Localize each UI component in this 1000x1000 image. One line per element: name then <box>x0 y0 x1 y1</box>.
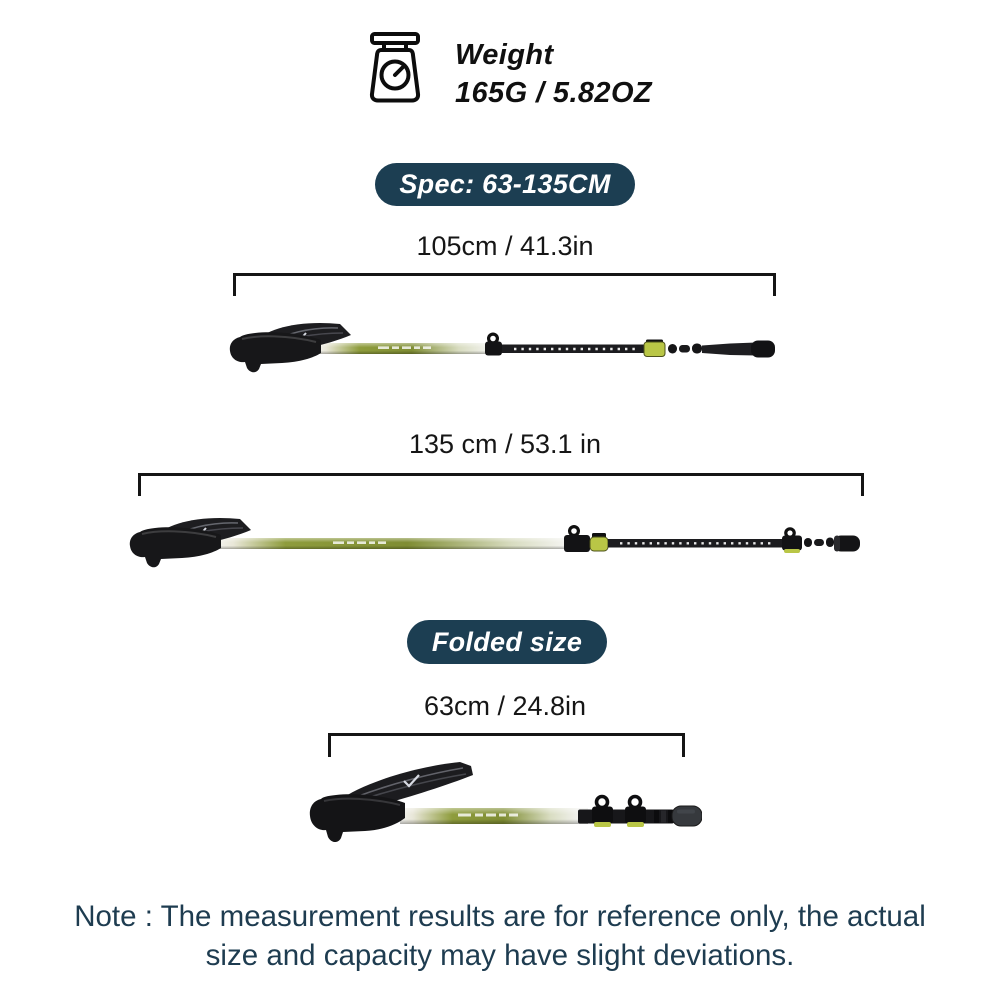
upper-shaft <box>316 343 490 354</box>
folded-size-badge-label: Folded size <box>431 626 583 657</box>
reference-note <box>0 897 1000 975</box>
lower-shaft <box>502 345 648 354</box>
folded-size-badge <box>407 620 607 664</box>
upper-shaft <box>216 538 564 549</box>
measurement-bracket-105 <box>233 273 776 296</box>
measurement-135cm: 135 cm / 53.1 in <box>408 429 602 459</box>
tip-section <box>668 341 775 358</box>
spec-badge-label: Spec: 63-135CM <box>399 169 611 199</box>
reference-note-line2: size and capacity may have slight deviations. <box>205 939 795 972</box>
end-grip <box>672 806 702 826</box>
measurement-bracket-135 <box>138 473 864 496</box>
flip-lock <box>644 340 665 357</box>
joint-clip-1 <box>564 527 608 552</box>
reference-note-line1: Note : The measurement results are for reference only, the actual <box>74 900 926 933</box>
flip-lock-clip-2 <box>625 797 646 828</box>
weight-block <box>455 36 652 112</box>
weight-value: 165G / 5.82OZ <box>455 77 653 109</box>
spec-badge <box>375 163 635 206</box>
ribbed-section <box>654 810 673 823</box>
middle-shaft <box>608 539 782 548</box>
tip-section <box>804 536 860 552</box>
trekking-pole-extended-105cm-image <box>228 316 778 378</box>
flip-lock-clip-1 <box>592 797 613 828</box>
measurement-105cm: 105cm / 41.3in <box>416 231 594 261</box>
trekking-pole-folded-63cm-image <box>308 753 702 865</box>
trekking-pole-extended-135cm-image <box>128 506 862 576</box>
kitchen-scale-icon <box>362 30 428 106</box>
handle-grip <box>230 332 321 372</box>
handle-grip <box>130 527 221 567</box>
measurement-63cm: 63cm / 24.8in <box>423 691 587 721</box>
handle-grip <box>310 794 405 842</box>
joint-clip-2 <box>782 529 802 553</box>
joint-clip <box>485 334 502 355</box>
weight-title: Weight <box>455 39 554 71</box>
shaft <box>400 808 588 824</box>
